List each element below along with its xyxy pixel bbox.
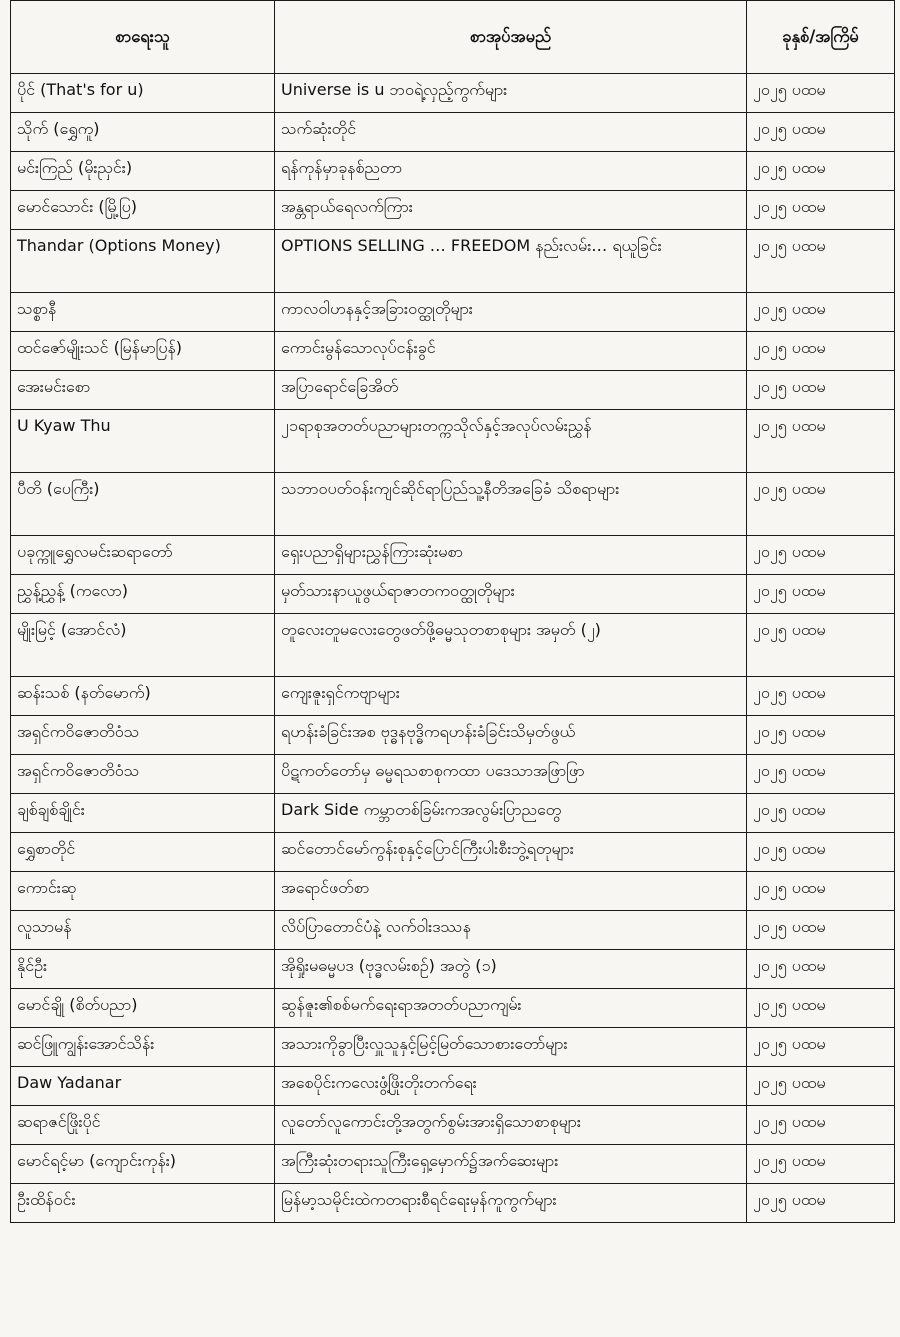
table-row (11, 536, 895, 575)
title-cell: ရန်ကုန်မှာခုနစ်ညတာ (275, 152, 747, 191)
table-row (11, 230, 895, 293)
author-cell: ချစ်ချစ်ချိုင်း (11, 794, 275, 833)
table-row (11, 794, 895, 833)
year-cell: ၂၀၂၅ ပထမ (747, 911, 895, 950)
year-cell: ၂၀၂၅ ပထမ (747, 1067, 895, 1106)
author-cell: ပီတိ (ပေကြီး) (11, 473, 275, 536)
author-cell: မျိုးမြင့် (အောင်လံ) (11, 614, 275, 677)
title-cell: အကြီးဆုံးတရားသူကြီးရှေ့မှောက်၌အက်ဆေးများ (275, 1145, 747, 1184)
year-cell: ၂၀၂၅ ပထမ (747, 716, 895, 755)
title-cell: Universe is u ဘဝရဲ့လှည့်ကွက်များ (275, 74, 747, 113)
header-author: စာရေးသူ (11, 1, 275, 74)
year-cell: ၂၀၂၅ ပထမ (747, 833, 895, 872)
author-cell: နိုင်ဦး (11, 950, 275, 989)
title-cell: အပြာရောင်ခြေအိတ် (275, 371, 747, 410)
title-cell: OPTIONS SELLING … FREEDOM နည်းလမ်း… ရယူခြင်း (275, 230, 747, 293)
author-cell: ဦးထိန်ဝင်း (11, 1184, 275, 1223)
table-row (11, 989, 895, 1028)
table-row (11, 293, 895, 332)
table-row (11, 872, 895, 911)
author-cell: ညွှန့်ညွှန့် (ကလော) (11, 575, 275, 614)
year-cell: ၂၀၂၅ ပထမ (747, 1028, 895, 1067)
table-row (11, 1145, 895, 1184)
year-cell: ၂၀၂၅ ပထမ (747, 989, 895, 1028)
author-cell: Daw Yadanar (11, 1067, 275, 1106)
author-cell: မောင်ရင့်မာ (ကျောင်းကုန်း) (11, 1145, 275, 1184)
author-cell: ကောင်းဆု (11, 872, 275, 911)
header-title: စာအုပ်အမည် (275, 1, 747, 74)
table-row (11, 575, 895, 614)
year-cell: ၂၀၂၅ ပထမ (747, 113, 895, 152)
title-cell: အိုရှိုးမဓမ္မပဒ (ဗုဒ္ဓလမ်းစဉ်) အတွဲ (၁) (275, 950, 747, 989)
title-cell: ကျေးဇူးရှင်ကဗျာများ (275, 677, 747, 716)
title-cell: မြန်မာ့သမိုင်းထဲကတရားစီရင်ရေးမှန်ကူကွက်များ (275, 1184, 747, 1223)
title-cell: ကောင်းမွန်သောလုပ်ငန်းခွင် (275, 332, 747, 371)
author-cell: ပိုင် (That's for u) (11, 74, 275, 113)
title-cell: ဆွန်ဇူး၏စစ်မက်ရေးရာအတတ်ပညာကျမ်း (275, 989, 747, 1028)
title-cell: ရှေးပညာရှိများညွှန်ကြားဆုံးမစာ (275, 536, 747, 575)
year-cell: ၂၀၂၅ ပထမ (747, 473, 895, 536)
title-cell: အရောင်ဖတ်စာ (275, 872, 747, 911)
author-cell: လူသာမန် (11, 911, 275, 950)
table-row (11, 473, 895, 536)
table-row (11, 755, 895, 794)
table-row (11, 833, 895, 872)
table-row (11, 113, 895, 152)
title-cell: လိပ်ပြာတောင်ပံနဲ့ လက်ဝါးဒဿန (275, 911, 747, 950)
year-cell: ၂၀၂၅ ပထမ (747, 1106, 895, 1145)
author-cell: မင်းကြည် (မိုးညှင်း) (11, 152, 275, 191)
title-cell: အစေပိုင်းကလေးဖွံ့ဖြိုးတိုးတက်ရေး (275, 1067, 747, 1106)
author-cell: အရှင်ကဝိဇောတိဝံသ (11, 716, 275, 755)
document-page (10, 0, 894, 1337)
book-list-table (10, 0, 895, 1223)
table-row (11, 371, 895, 410)
year-cell: ၂၀၂၅ ပထမ (747, 230, 895, 293)
year-cell: ၂၀၂၅ ပထမ (747, 575, 895, 614)
year-cell: ၂၀၂၅ ပထမ (747, 1184, 895, 1223)
title-cell: ၂၁ရာစုအတတ်ပညာများတက္ကသိုလ်နှင့်အလုပ်လမ်းညွှန် (275, 410, 747, 473)
author-cell: ထင်ဇော်မျိုးသင် (မြန်မာပြန်) (11, 332, 275, 371)
title-cell: သဘာဝပတ်ဝန်းကျင်ဆိုင်ရာပြည်သူ့နီတိအခြေခံ သိစရာများ (275, 473, 747, 536)
author-cell: မောင်ချို (စိတ်ပညာ) (11, 989, 275, 1028)
table-row (11, 950, 895, 989)
author-cell: U Kyaw Thu (11, 410, 275, 473)
year-cell: ၂၀၂၅ ပထမ (747, 1145, 895, 1184)
title-cell: ကာလဝါဟနနှင့်အခြားဝတ္ထုတိုများ (275, 293, 747, 332)
header-year: ခုနှစ်/အကြိမ် (747, 1, 895, 74)
table-row (11, 1028, 895, 1067)
table-row (11, 152, 895, 191)
table-body (11, 74, 895, 1223)
year-cell: ၂၀၂၅ ပထမ (747, 872, 895, 911)
author-cell: သစ္စာနီ (11, 293, 275, 332)
author-cell: အရှင်ကဝိဇောတိဝံသ (11, 755, 275, 794)
title-cell: မှတ်သားနာယူဖွယ်ရာဇာတကဝတ္ထုတိုများ (275, 575, 747, 614)
table-row (11, 74, 895, 113)
title-cell: Dark Side ကမ္ဘာတစ်ခြမ်းကအလွမ်းပြာညတွေ (275, 794, 747, 833)
year-cell: ၂၀၂၅ ပထမ (747, 74, 895, 113)
year-cell: ၂၀၂၅ ပထမ (747, 332, 895, 371)
table-header-row (11, 1, 895, 74)
year-cell: ၂၀၂၅ ပထမ (747, 614, 895, 677)
table-row (11, 1184, 895, 1223)
title-cell: လူတော်လူကောင်းတို့အတွက်စွမ်းအားရှိသောစာစုများ (275, 1106, 747, 1145)
year-cell: ၂၀၂၅ ပထမ (747, 536, 895, 575)
table-row (11, 716, 895, 755)
table-row (11, 410, 895, 473)
title-cell: ပိဋကတ်တော်မှ ဓမ္မရသစာစုကထာ ပဒေသာအဖြာဖြာ (275, 755, 747, 794)
author-cell: မောင်သောင်း (မြို့ပြ) (11, 191, 275, 230)
author-cell: ဆန်းသစ် (နတ်မောက်) (11, 677, 275, 716)
year-cell: ၂၀၂၅ ပထမ (747, 371, 895, 410)
table-row (11, 332, 895, 371)
year-cell: ၂၀၂၅ ပထမ (747, 755, 895, 794)
year-cell: ၂၀၂၅ ပထမ (747, 293, 895, 332)
year-cell: ၂၀၂၅ ပထမ (747, 794, 895, 833)
year-cell: ၂၀၂၅ ပထမ (747, 191, 895, 230)
author-cell: Thandar (Options Money) (11, 230, 275, 293)
table-row (11, 1067, 895, 1106)
year-cell: ၂၀၂၅ ပထမ (747, 410, 895, 473)
author-cell: ဆင်ဖြူကျွန်းအောင်သိန်း (11, 1028, 275, 1067)
table-row (11, 1106, 895, 1145)
title-cell: အသားကိုခွာပြီးလှူသူနှင့်မြင့်မြတ်သောစားတော်များ (275, 1028, 747, 1067)
table-row (11, 191, 895, 230)
year-cell: ၂၀၂၅ ပထမ (747, 152, 895, 191)
table-row (11, 614, 895, 677)
title-cell: တူလေးတူမလေးတွေဖတ်ဖို့ဓမ္မသုတစာစုများ အမှတ် (၂) (275, 614, 747, 677)
title-cell: ရဟန်းခံခြင်းအစ ဗုဒ္ဓနဗုဒ္ဓိကရဟန်းခံခြင်းသိမှတ်ဖွယ် (275, 716, 747, 755)
year-cell: ၂၀၂၅ ပထမ (747, 950, 895, 989)
author-cell: ပခုက္ကူရွှေလမင်းဆရာတော် (11, 536, 275, 575)
title-cell: အန္တရာယ်ရေလက်ကြား (275, 191, 747, 230)
title-cell: သက်ဆုံးတိုင် (275, 113, 747, 152)
author-cell: အေးမင်းစော (11, 371, 275, 410)
author-cell: ဆရာဇင်ဖြိုးပိုင် (11, 1106, 275, 1145)
author-cell: သိုက် (ရွှေကူ) (11, 113, 275, 152)
table-row (11, 677, 895, 716)
year-cell: ၂၀၂၅ ပထမ (747, 677, 895, 716)
table-row (11, 911, 895, 950)
title-cell: ဆင်တောင်မော်ကွန်းစုနှင့်ပြောင်ကြီးပါးစီးဘွဲ့ရတုများ (275, 833, 747, 872)
author-cell: ရွှေစာတိုင် (11, 833, 275, 872)
